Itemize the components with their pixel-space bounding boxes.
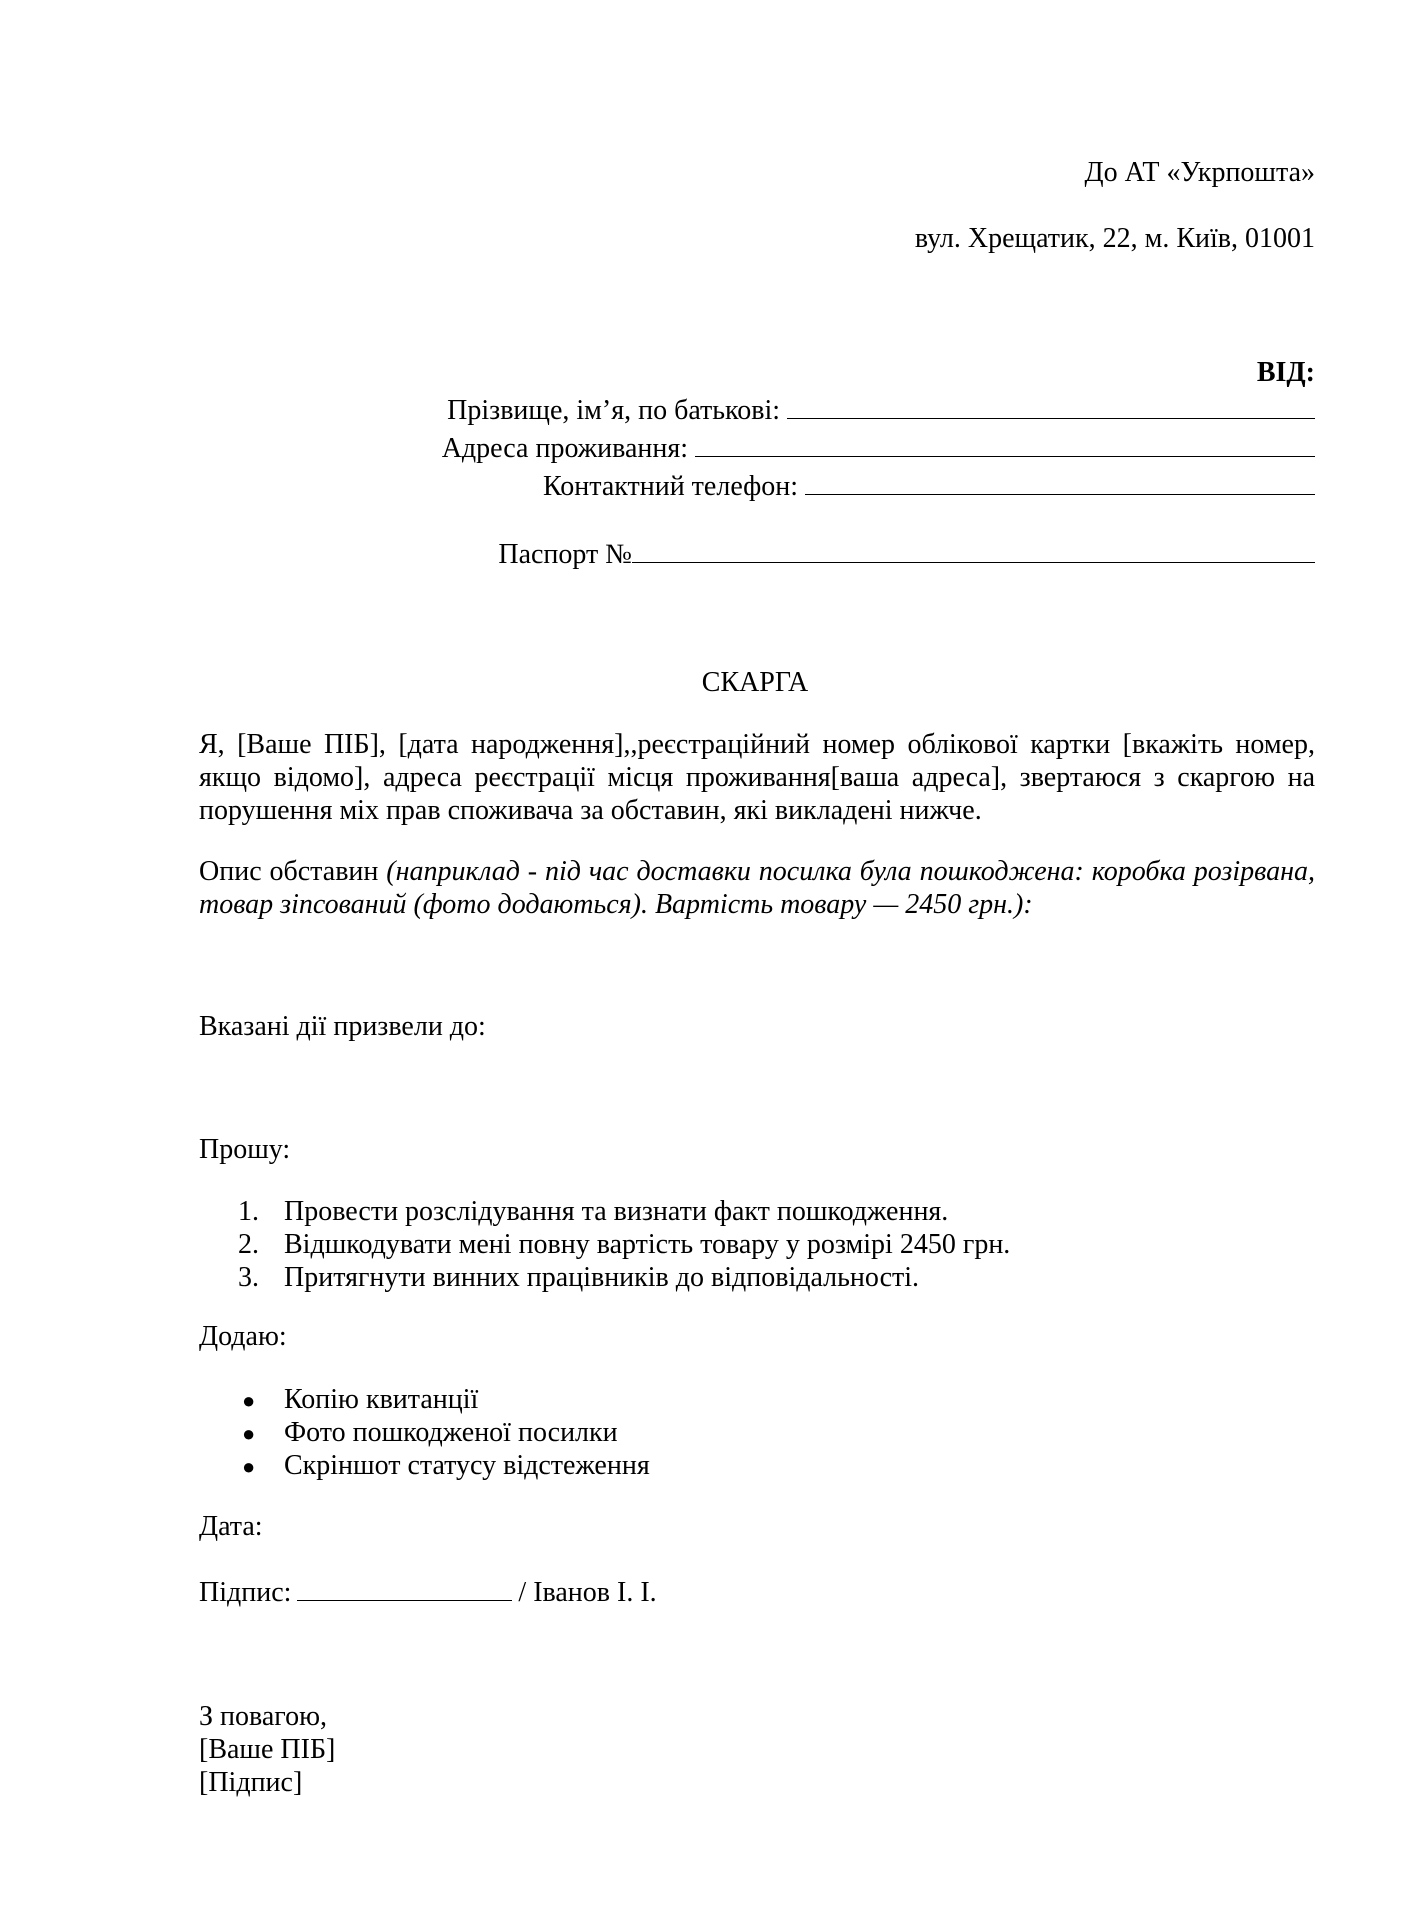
sender-fields: [442, 392, 1315, 574]
sender-field-address: [442, 430, 1315, 468]
intro-paragraph: Я, [Ваше ПІБ], [дата народження],,реєстраційний номер облікової картки [вкажіть номер, якщо відомо], адреса реєстрації місця проживання[ваша адреса], звертаюся з скаргою на порушення міх прав споживача за обставин, які викладені нижче.: [199, 729, 1315, 826]
document-title: СКАРГА: [701, 667, 809, 698]
closing-name: [Ваше ПІБ]: [199, 1734, 336, 1765]
list-item-number: 2.: [238, 1229, 259, 1260]
addressee-to: До АТ «Укрпошта»: [1084, 157, 1315, 188]
list-item: [238, 1195, 1010, 1228]
sender-title: ВІД:: [1256, 357, 1315, 388]
sender-field-address-blank: [695, 430, 1315, 457]
bullet-icon: ●: [242, 1454, 256, 1479]
list-item: [238, 1228, 1010, 1261]
list-item: [238, 1261, 1010, 1294]
actions-label: Вказані дії призвели до:: [199, 1011, 486, 1042]
bullet-icon: ●: [242, 1421, 256, 1446]
list-item: [242, 1383, 650, 1416]
list-item-text: Фото пошкодженої посилки: [284, 1417, 618, 1448]
sender-field-name-label: Прізвище, ім’я, по батькові:: [447, 395, 780, 426]
description-example: (наприклад - під час доставки посилка була пошкоджена: коробка розірвана, товар зіпсований (фото додаються). Вартість товару — 2450 грн.):: [199, 856, 1315, 920]
sender-field-passport-blank: [632, 536, 1315, 563]
request-label: Прошу:: [199, 1134, 291, 1165]
sender-field-phone-blank: [805, 468, 1315, 495]
sender-field-name: [442, 392, 1315, 430]
signature-name: / Іванов І. І.: [518, 1577, 657, 1608]
request-list: [238, 1195, 1010, 1294]
description-label: Опис обставин: [199, 856, 387, 887]
closing-block: [199, 1700, 335, 1799]
sender-field-phone-label: Контактний телефон:: [542, 471, 798, 502]
addressee-address: вул. Хрещатик, 22, м. Київ, 01001: [914, 223, 1315, 254]
date-label: Дата:: [199, 1511, 263, 1542]
attachment-list: [242, 1383, 650, 1482]
sender-field-name-blank: [787, 392, 1315, 419]
list-item-text: Притягнути винних працівників до відповідальності.: [284, 1262, 920, 1293]
attach-label: Додаю:: [199, 1321, 287, 1352]
list-item: [242, 1449, 650, 1482]
list-item-text: Копію квитанції: [284, 1384, 479, 1415]
list-item-text: Провести розслідування та визнати факт пошкодження.: [284, 1196, 949, 1227]
sender-field-phone: [442, 468, 1315, 506]
list-item-text: Відшкодувати мені повну вартість товару у розмірі 2450 грн.: [284, 1229, 1011, 1260]
signature-row: [199, 1574, 1315, 1610]
sender-field-passport-label: Паспорт №: [498, 539, 632, 570]
list-item-number: 3.: [238, 1262, 259, 1293]
list-item-text: Скріншот статусу відстеження: [284, 1450, 650, 1481]
closing-regards: З повагою,: [199, 1701, 327, 1732]
list-item-number: 1.: [238, 1196, 259, 1227]
list-item: [242, 1416, 650, 1449]
signature-blank: [297, 1574, 512, 1601]
sender-field-address-label: Адреса проживання:: [441, 433, 688, 464]
closing-signature: [Підпис]: [199, 1767, 303, 1798]
sender-field-passport: [442, 536, 1315, 574]
bullet-icon: ●: [242, 1388, 256, 1413]
signature-label: Підпис:: [199, 1577, 292, 1608]
description-paragraph: [199, 855, 1315, 921]
